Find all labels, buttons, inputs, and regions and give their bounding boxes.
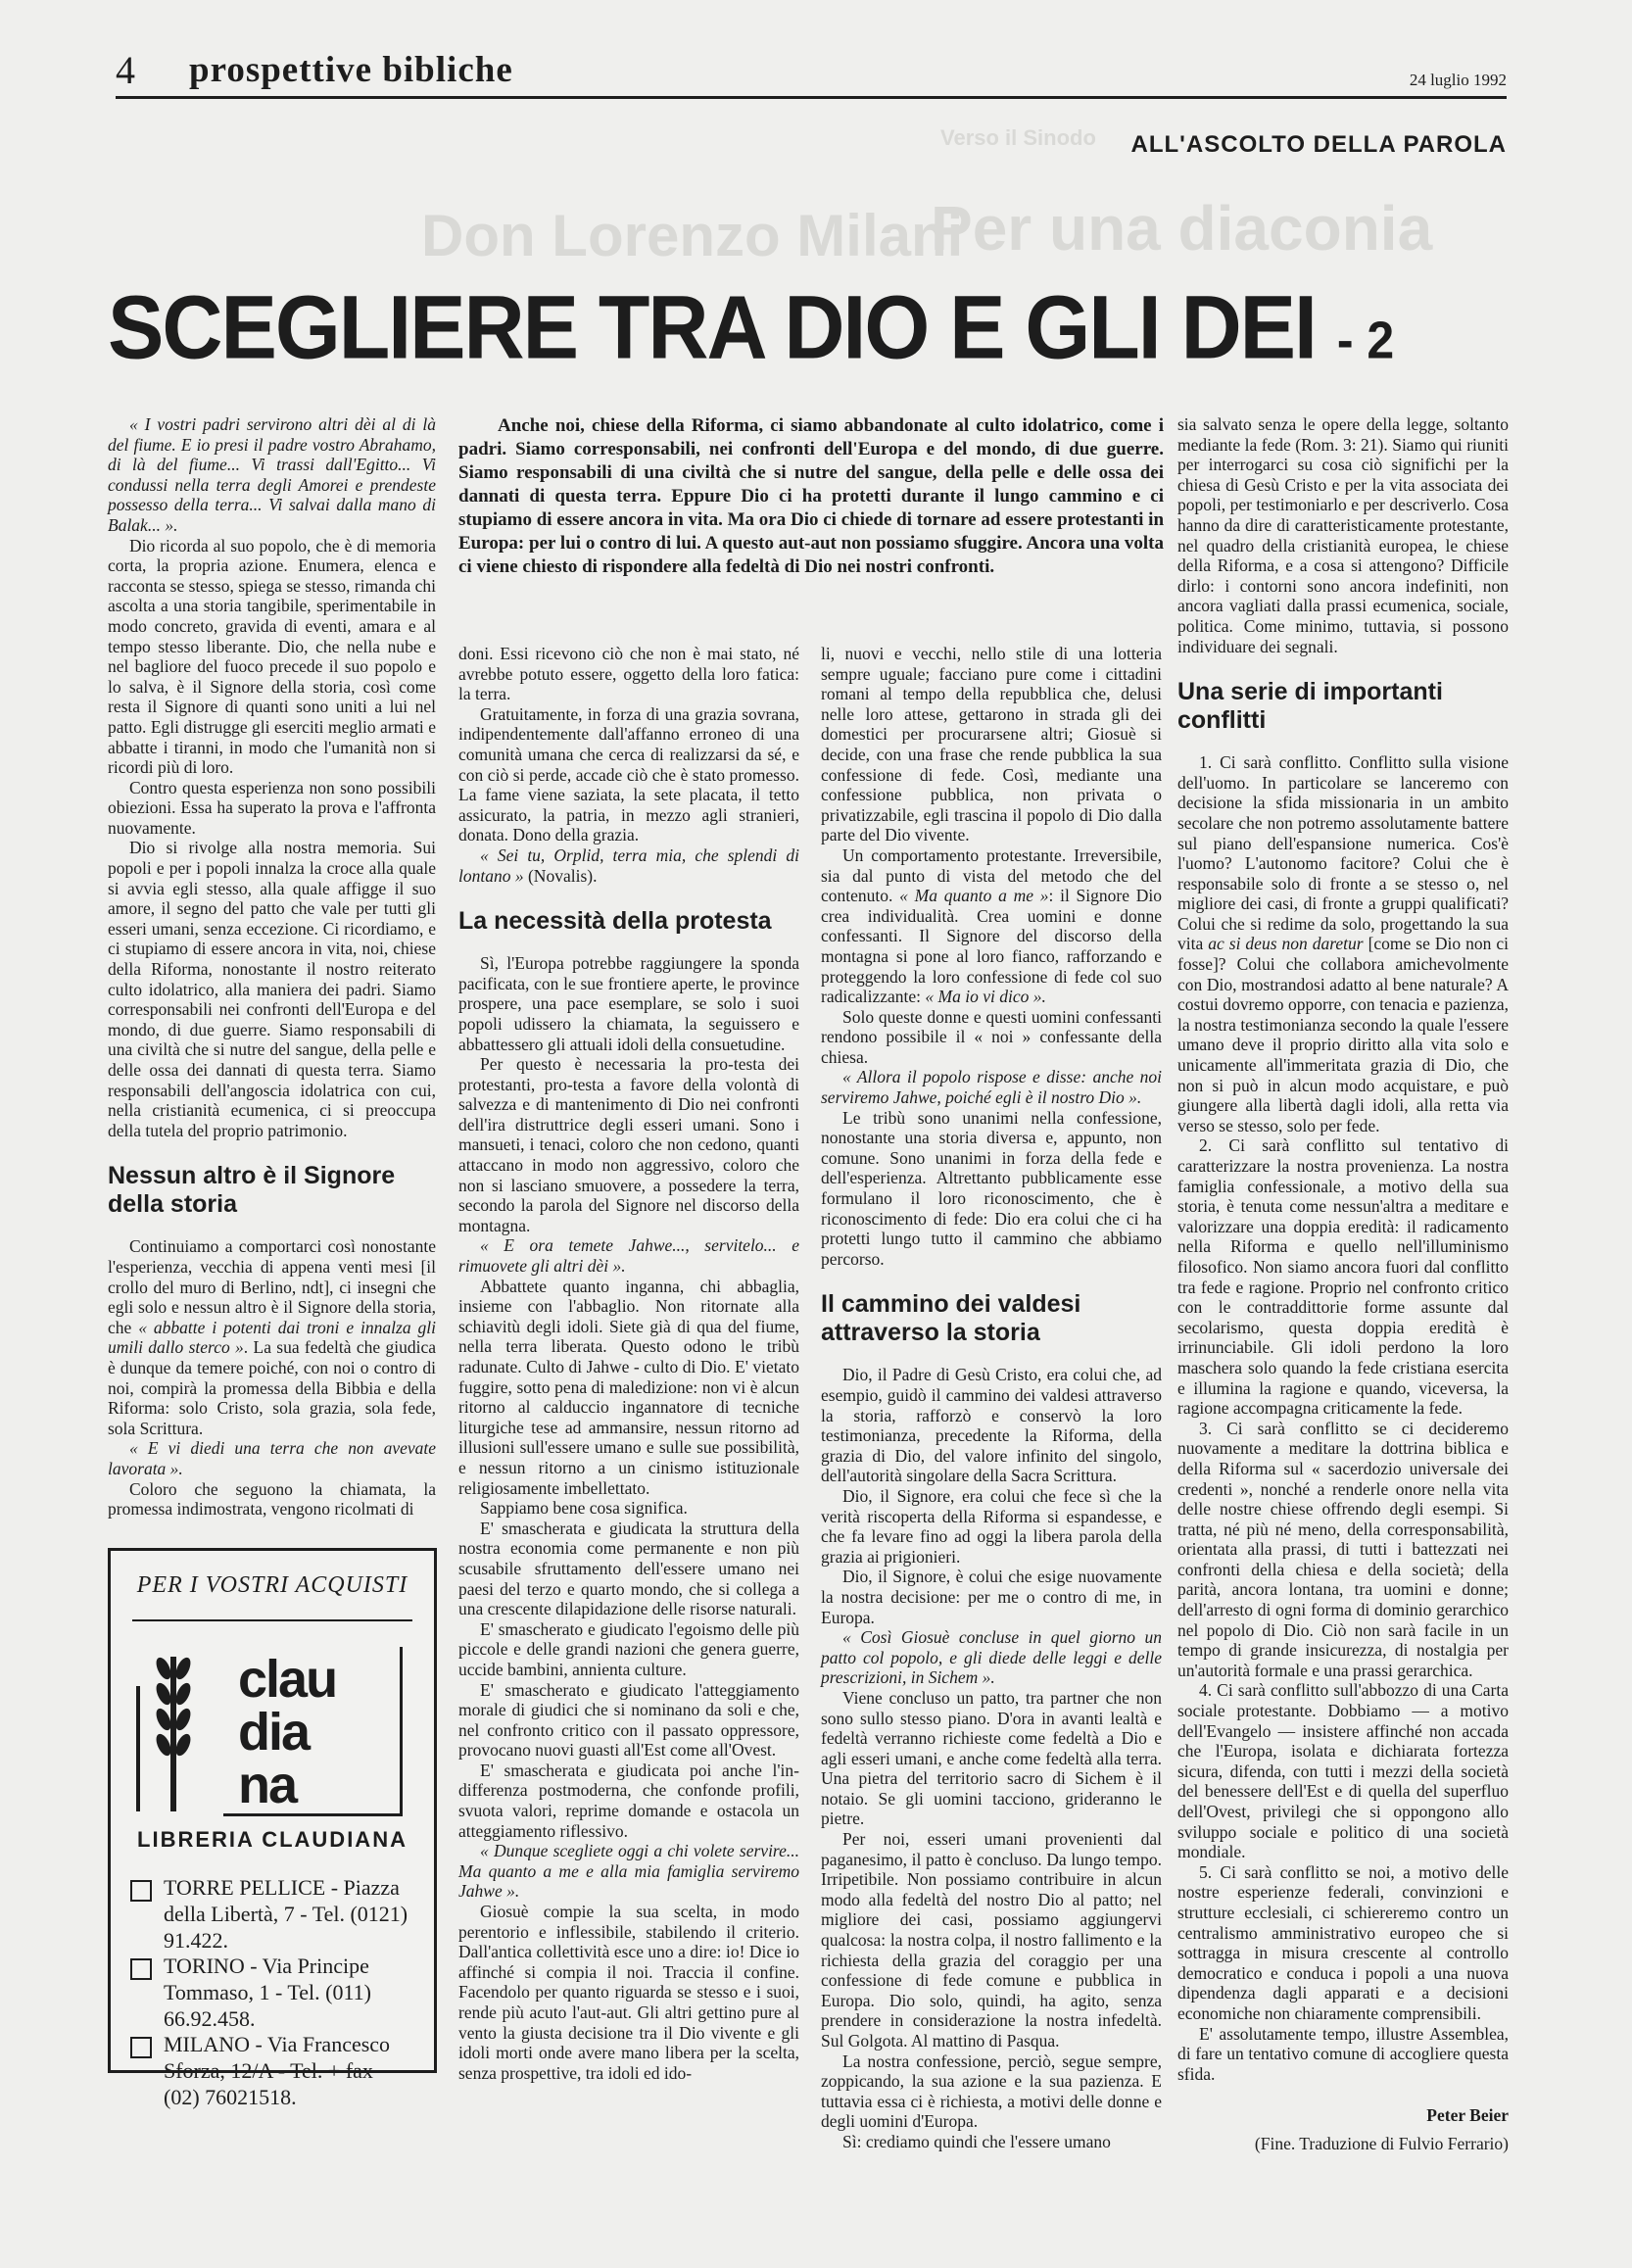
bookshop-advertisement: [108, 1548, 437, 2109]
quote-paragraph: « E ora temete Jahwe..., servitelo... e rimuovete gli altri dèi ».: [458, 1235, 799, 1277]
paragraph: 4. Ci sarà conflitto sull'abbozzo di una Carta sociale protestante. Dobbiamo — a motivo dell'Evangelo — insistere affinché non accada che l'Europa, isolata e dichiarata fortezza sicura, difenda, con tutti i mezzi della società del benessere dell'Est e di quella del superfluo dell'Ovest, privilegi che si oppongono allo sviluppo sociale e politico di una società mondiale.: [1177, 1680, 1509, 1862]
header-rule: [116, 96, 1507, 99]
subheading: Una serie di importanti conflitti: [1177, 678, 1443, 735]
text-run: : il Signore Dio crea individualità. Crea uomini e donne confessanti. Il Signore del discorso della montagna si pone al loro fianco, rafforzando e proteggendo la loro confessione di fede col suo radicalizzante:: [821, 886, 1162, 1007]
intro-paragraph: Anche noi, chiese della Riforma, ci siamo abbandonate al culto idolatrico, come i padri. Siamo corresponsabili, nei confronti dell'Europa e del mondo, di due guerre. Siamo responsabili di una civiltà che si nutre del sangue, della pelle e delle ossa dei dannati di questa terra. Eppure Dio ci ha protetti durante il lungo cammino e ci stupiamo di essere ancora in vita. Ma ora Dio ci chiede di tornare ad essere protestanti in Europa: per lui o contro di lui. A questo aut-aut non possiamo sfuggire. Ancora una volta ci viene chiesto di rispondere alla fedeltà di Dio nei nostri confronti.: [458, 415, 1165, 577]
paragraph: E' smascherata e giudicata la struttura della nostra economia come permanente e non più scusabile sfruttamento dell'essere umano nei paesi del terzo e quarto mondo, che si collega a una crescente dilapidazione delle risorse naturali.: [458, 1518, 799, 1619]
paragraph: Dio, il Signore, è colui che esige nuovamente la nostra decisione: per me o contro di me, in Europa.: [821, 1567, 1162, 1627]
wheat-icon: [130, 1647, 216, 1813]
text-run: 1. Ci sarà conflitto. Conflitto sulla visione dell'uomo. In particolare se lanceremo con decisione la sfida missionaria in un ambito secolare che non potremo assolutamente battere sul piano dell'espansione numerica. Cos'è l'uomo? L'autonomo facitore? Colui che è responsabile solo di fronte a se stesso o, nel migliore dei casi, di fronte a gruppi qualificati? Colui che si redime da solo, progettando la sua vita: [1177, 752, 1509, 954]
paragraph: sia salvato senza le opere della legge, soltanto mediante la fede (Rom. 3: 21). Siamo qui riuniti per interrogarci su cosa ciò significhi per la chiesa di Gesù Cristo e per la vita associata dei popoli, per testimoniarlo e per descriverlo. Cosa hanno da dire di caratteristicamente protestante, nel quadro della cristianità europea, le chiese della Riforma, e a cosa si attengono? Difficile dirlo: i contorni sono ancora indefiniti, non ancora vagliati dalla prassi ecumenica, sociale, politica. Come minimo, tuttavia, si possono individuare dei segnali.: [1177, 414, 1509, 656]
checkbox-square-icon: [130, 1880, 152, 1902]
paragraph: Dio si rivolge alla nostra memoria. Sui popoli e per i popoli innalza la croce alla quale si avvia egli stesso, alla quale affigge il suo amore, il segno del patto che vale per tutti gli esseri umani, senza eccezione. Ci ricordiamo, e ci stupiamo di essere ancora in vita, noi, chiese della Riforma, nonostante il nostro reiterato culto idolatrico, alla maniera dei padri. Siamo corresponsabili nei confronti dell'Europa e del mondo, di due guerre. Siamo responsabili di una civiltà che si nutre del sangue, della pelle e delle ossa dei dannati di questa terra. Siamo responsabili dell'angoscia idolatrica con cui, nella cristianità ecumenica, ci si preoccupa della tutela del proprio patrimonio.: [108, 838, 436, 1140]
paragraph: Gratuitamente, in forza di una grazia sovrana, indipendentemente dall'affanno erroneo di una comunità umana che cerca di realizzarsi da sé, e con ciò si perde, accade ciò che è stato promesso. La fame viene saziata, la sete placata, il tetto assicurato, la patria, in mezzo agli stranieri, donata. Dono della grazia.: [458, 703, 799, 845]
text-run: (Novalis).: [523, 865, 598, 886]
paragraph: Per noi, esseri umani provenienti dal paganesimo, il patto è concluso. Da lungo tempo. Irripetibile. Non possiamo contribuire in alcun modo alla fedeltà del nostro Dio al patto; nel migliore dei casi, possiamo aggiungervi qualcosa: la nostra colpa, il nostro fallimento e la richiesta della grazia del coraggio per una confessione di fede comune e pubblica in Europa. Dio solo, quindi, ha agito, senza prendere in considerazione la nostra infedeltà. Sul Golgota. Al mattino di Pasqua.: [821, 1829, 1162, 2051]
bleed-through-text: Per una diaconia: [931, 193, 1433, 264]
page-number: 4: [116, 48, 135, 92]
paragraph: Dio ricorda al suo popolo, che è di memoria corta, la propria azione. Enumera, elenca e racconta se stesso, spiega se stesso, rimanda chi ascolta a una storia tangibile, sperimentabile in modo concreto, gravida di eventi, amara e al tempo stesso liberante. Dio, che nella nube e nel bagliore del fuoco precede il suo popolo e lo salva, è il Signore della storia, così come resta il Signore di quanti sono uniti a lui nel patto. Egli distrugge gli eserciti meglio armati e abbatte i tiranni, in modo che l'umanità non si ricordi più di loro.: [108, 535, 436, 778]
bleed-through-text: Don Lorenzo Milani: [421, 203, 964, 268]
paragraph: Giosuè compie la sua scelta, in modo perentorio e inflessibile, stabilendo il criterio. Dall'antica collettività esce uno a dire: io! Dice io affinché si compia il noi. Traccia il confine. Facendolo per quanto riguarda se stesso e i suoi, rende più acuto l'aut-aut. Gli altri gettino pure al vento la giusta decisione tra il Dio vivente e gli idoli morti onde avere mano libera per la scelta, senza prospettive, tra idoli ed ido-: [458, 1902, 799, 2083]
shop-address-text: MILANO - Via Francesco Sforza, 12/A - Tel. + fax (02) 76021518.: [164, 2032, 391, 2109]
shop-address-item: [130, 1874, 414, 1954]
logo-word-line: na: [238, 1756, 297, 1814]
column-3: [821, 644, 1162, 2152]
column-1: [108, 414, 436, 1520]
quote-run: ac si deus non daretur: [1208, 934, 1364, 954]
paragraph: Dio, il Signore, era colui che fece sì che la verità riscoperta della Riforma si espandesse, e che fa levare fino ad oggi la libera parola della grazia ai prigionieri.: [821, 1485, 1162, 1567]
quote-paragraph: « Allora il popolo rispose e disse: anche noi serviremo Jahwe, poiché egli è il nostro Dio ».: [821, 1067, 1162, 1108]
paragraph: 3. Ci sarà conflitto se ci decideremo nuovamente a meditare la dottrina biblica e della Riforma sul « sacerdozio universale dei credenti », nonché a renderle onore nella vita delle nostre chiese offrendo degli esempi. Si tratta, né più né meno, della corresponsabilità, orientata alla prassi, di tutti i battezzati nei confronti della chiesa e della società; della parità, ancora lontana, tra uomini e donne; dell'arresto di ogni forma di dominio gerarchico nel popolo di Dio. Ciò non sarà facile in un tempo di grande insicurezza, di nostalgia per un'autorità formale e una prassi gerarchica.: [1177, 1418, 1509, 1680]
paragraph: [821, 845, 1162, 1007]
paragraph: 5. Ci sarà conflitto se noi, a motivo delle nostre esperienze federali, convinzioni e strutture ecclesiali, ci schiereremo contro un centralismo amministrativo europeo che si sottragga in misura crescente al controllo democratico e conduca i popoli a una nuova dipendenza dagli apparati e a decisioni economiche non chiaramente comprensibili.: [1177, 1861, 1509, 2023]
headline-part-number: - 2: [1336, 311, 1395, 370]
quote-run: « Ma quanto a me »: [899, 886, 1049, 906]
paragraph: Le tribù sono unanimi nella confessione, nonostante una storia diversa e, appunto, non comune. Sono unanimi in forza della fede e dell'esperienza. Altrettanto pubblicamente esse formulano il loro riconoscimento, che è riconoscimento di fede: Dio era colui che ci ha protetti lungo tutto il cammino che abbiamo percorso.: [821, 1107, 1162, 1269]
translation-note: (Fine. Traduzione di Fulvio Ferrario): [1254, 2133, 1509, 2153]
checkbox-square-icon: [130, 2037, 152, 2058]
claudiana-logo: [130, 1647, 414, 1813]
ad-brand-name: LIBRERIA CLAUDIANA: [137, 1827, 408, 1852]
checkbox-square-icon: [130, 1958, 152, 1980]
paragraph: [458, 845, 799, 886]
shop-address-item: [130, 1953, 414, 2032]
headline-text: SCEGLIERE TRA DIO E GLI DEI: [108, 277, 1316, 378]
paragraph: Per questo è necessaria la pro-testa dei protestanti, pro-testa a favore della volontà di salvezza e di mantenimento di Dio nei confronti dell'ira distruttrice degli esseri umani. Sono i mansueti, i tenaci, coloro che non cedono, quanti attaccano in modo non aggressivo, coloro che non si lasciano smuovere, a possedere la terra, secondo la parola del Signore nel discorso della montagna.: [458, 1054, 799, 1235]
paragraph: [1177, 752, 1509, 1135]
paragraph: 2. Ci sarà conflitto sul tentativo di caratterizzare la nostra provenienza. La nostra famiglia confessionale, a motivo della sua storia, è tenuta come nessun'altra a meditare e valorizzare una doppia eredità: il radicamento nella Riforma e quello nell'illuminismo filosofico. Non siamo ancora fuori dal conflitto tra fede e ragione. Proprio nel confronto critico con le contraddittorie forme assunte dal secolarismo, questa doppia eredità è irrinunciabile. Gli idoli perdono la loro maschera solo quando la fede cristiana esercita e illumina la ragione e quando, viceversa, la ragione accompagna criticamente la fede.: [1177, 1135, 1509, 1419]
paragraph: li, nuovi e vecchi, nello stile di una lotteria sempre uguale; facciano pure come i cittadini romani al tempo della repubblica che, delusi nelle loro attese, gettarono in strada gli dei domestici per procurarsene altri; Giosuè si decide, con una frase che rende pubblica la sua confessione di fede. Così, mediante una confessione pubblica, non privata o privatizzabile, egli trascina il popolo di Dio dalla parte del Dio vivente.: [821, 644, 1162, 845]
paragraph: Sappiamo bene cosa significa.: [480, 1498, 688, 1519]
shop-address-item: [130, 2031, 414, 2110]
paragraph: E' smascherato e giudicato l'egoismo delle più piccole e delle grandi nazioni che genera guerre, uccide bambini, annienta culture.: [458, 1618, 799, 1679]
bleed-through-text: Verso il Sinodo: [940, 125, 1096, 150]
quote-paragraph: « Dunque scegliete oggi a chi volete servire... Ma quanto a me e alla mia famiglia serviremo Jahwe ».: [458, 1841, 799, 1902]
text-run: Continuiamo a comportarci così nonostante l'esperienza, vecchia di appena venti mesi [il crollo del muro di Berlino, ndt], ci insegni che egli solo e nessun altro è il Signore della storia, che: [108, 1236, 436, 1337]
paragraph: doni. Essi ricevono ciò che non è mai stato, né avrebbe potuto essere, oggetto della loro fatica: la terra.: [458, 644, 799, 704]
ad-heading: PER I VOSTRI ACQUISTI: [136, 1572, 408, 1598]
column-2: [458, 644, 799, 2083]
paragraph: Sì: crediamo quindi che l'essere umano: [842, 2131, 1111, 2151]
paragraph: Coloro che seguono la chiamata, la promessa indimostrata, vengono ricolmati di: [108, 1478, 436, 1520]
paragraph: [108, 1236, 436, 1438]
paragraph: La nostra confessione, perciò, segue sempre, zoppicando, la sua azione e la sua pazienza. E tuttavia essa ci è richiesta, a motivi delle donne e degli uomini d'Europa.: [821, 2051, 1162, 2132]
paragraph: Dio, il Padre di Gesù Cristo, era colui che, ad esempio, guidò il cammino dei valdesi attraverso la storia, rafforzò e conservò la loro testimonianza, precedente la Riforma, della grazia di Dio, del valore infinito del singolo, dell'autorità singolare della Sacra Scrittura.: [821, 1365, 1162, 1486]
epigraph: « I vostri padri servirono altri dèi al di là del fiume. E io presi il padre vostro Abrahamo, di là del fiume... Vi trassi dall'Egitto... Vi condussi nella terra degli Amorei e prendeste possesso della terra... Vi salvai dalla mano di Balak... ».: [108, 414, 436, 535]
text-run: [come se Dio non ci fosse]? Colui che collabora amichevolmente con Dio, mostrandosi adatto al bene naturale? A costui dovremo opporre, con tenacia e pazienza, la nostra testimonianza secondo la quale l'essere umano deve il proprio diritto alla vita solo e unicamente all'immeritata grazia di Dio, che non si può in alcun modo acquistare, e può giungere alla libertà dagli idoli, alla retta via verso se stesso, solo per fede.: [1177, 934, 1509, 1135]
paragraph: Abbattete quanto inganna, chi abbaglia, insieme con l'abbaglio. Non ritornate alla schiavitù degli idoli. Siete già di qua del fiume, nella terra liberata. Questo odono le tribù radunate. Culto di Jahwe - culto di Dio. E' vietato fuggire, sotto pena di maledizione: non vi è alcun ritorno al calduccio ingannatore di tecniche liturgiche tese ad ammansire, nessun ritorno ad illusioni sull'essere umano e sulle sue possibilità, e nessun ritorno a un cinismo istituzionale religiosamente imbellettato.: [458, 1276, 799, 1498]
paragraph: Solo queste donne e questi uomini confessanti rendono possibile il « noi » confessante della chiesa.: [821, 1006, 1162, 1067]
logo-word-line: dia: [238, 1703, 310, 1761]
paragraph: Contro questa esperienza non sono possibili obiezioni. Essa ha superato la prova e l'affronta nuovamente.: [108, 777, 436, 838]
article-headline: [108, 276, 1394, 380]
masthead: [116, 47, 1507, 96]
text-run: . La sua fedeltà che giudica è dunque da temere poiché, con noi o contro di noi, compirà la promessa della Bibbia e della Riforma: solo Cristo, sola grazia, sola fede, sola Scrittura.: [108, 1337, 436, 1438]
quote-run: « Ma io vi dico ».: [925, 987, 1046, 1007]
subheading: Il cammino dei valdesi attraverso la storia: [821, 1290, 1081, 1347]
section-label: ALL'ASCOLTO DELLA PAROLA: [1130, 131, 1507, 158]
quote-run: « Sei tu, Orplid, terra mia, che splendi di lontano »: [458, 844, 799, 886]
subheading: La necessità della protesta: [458, 907, 772, 936]
text-run: Un comportamento protestante. Irreversibile, sia dal punto di vista del metodo che del contenuto.: [821, 844, 1162, 906]
paragraph: Viene concluso un patto, tra partner che non sono sullo stesso piano. D'ora in avanti lealtà e fedeltà verranno richieste come fedeltà a Dio e agli esseri umani, e anche come fedeltà alla terra. Una pietra del territorio sacro di Sichem è il notaio. Se gli uomini tacciono, grideranno le pietre.: [821, 1687, 1162, 1829]
issue-date: 24 luglio 1992: [1409, 71, 1507, 89]
paragraph: E' assolutamente tempo, illustre Assemblea, di fare un tentativo comune di accogliere questa sfida.: [1177, 2023, 1509, 2084]
quote-paragraph: « E vi diedi una terra che non avevate lavorata ».: [108, 1438, 436, 1478]
shop-address-text: TORINO - Via Principe Tommaso, 1 - Tel. (011) 66.92.458.: [164, 1954, 371, 2031]
paragraph: E' smascherata e giudicata poi anche l'in-differenza postmoderna, che confonde profili, svuota valori, reprime domande e ostacola un atteggiamento riflessivo.: [458, 1760, 799, 1841]
subheading: Nessun altro è il Signore della storia: [108, 1162, 396, 1219]
shop-address-text: TORRE PELLICE - Piazza della Libertà, 7 - Tel. (0121) 91.422.: [164, 1875, 408, 1953]
article-intro: [458, 414, 1164, 579]
quote-paragraph: « Così Giosuè concluse in quel giorno un patto col popolo, e gli diede delle leggi e delle prescrizioni, in Sichem ».: [821, 1627, 1162, 1688]
logo-word-line: clau: [238, 1650, 337, 1709]
ad-divider: [132, 1619, 412, 1621]
quote-run: « abbatte i potenti dai troni e innalza gli umili dallo sterco »: [108, 1317, 436, 1358]
column-4: [1177, 414, 1509, 2154]
paragraph: E' smascherato e giudicato l'atteggiamento morale di giudici che si nominano da soli e che, nel confronto critico con il passato oppressore, provocano nuovi guasti all'Est come all'Ovest.: [458, 1679, 799, 1761]
publication-title: prospettive bibliche: [189, 50, 513, 90]
author-signature: Peter Beier: [1426, 2105, 1509, 2126]
paragraph: Sì, l'Europa potrebbe raggiungere la sponda pacificata, con le sue frontiere aperte, le province prospere, una pace esemplare, se solo i suoi popoli udissero la chiamata, la seguissero e abbattessero gli attuali idoli della consuetudine.: [458, 953, 799, 1054]
